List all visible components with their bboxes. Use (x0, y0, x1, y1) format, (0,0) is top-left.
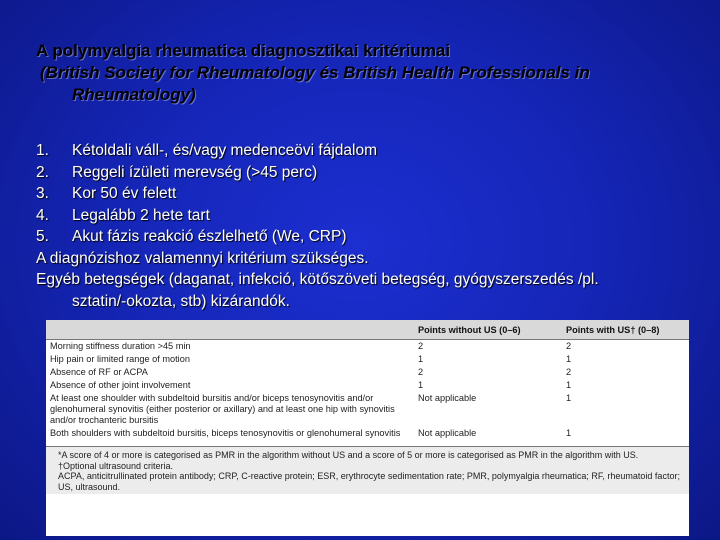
table-cell-criterion: Hip pain or limited range of motion (50, 354, 190, 364)
table-cell-without-us: 2 (418, 367, 424, 377)
table-row (46, 340, 689, 354)
table-row (46, 353, 689, 366)
title-line-2: (British Society for Rheumatology és British Health Professionals in (40, 63, 590, 82)
exclusion-note-line-2: sztatin/-okozta, stb) kizárandók. (72, 292, 290, 310)
table-cell-with-us: 1 (566, 354, 572, 364)
criteria-list (36, 140, 706, 312)
table-cell-criterion: Morning stiffness duration >45 min (46, 340, 414, 354)
table-cell-criterion: At least one shoulder with subdeltoid bursitis and/or biceps tenosynovitis and/or glenohumeral synovitis (either posterior or axillary) and at least one hip with synovitis and/or trochanteric bursitis (50, 393, 395, 425)
criterion-item (36, 162, 706, 184)
criterion-number: 5. (36, 228, 49, 245)
criterion-text: Kétoldali váll-, és/vagy medenceövi fájdalom (72, 142, 377, 159)
table-header-criterion (46, 320, 414, 340)
table-cell-without-us: 2 (414, 340, 562, 354)
table-cell-without-us: 1 (418, 354, 424, 364)
criterion-item (36, 205, 706, 227)
table-cell-with-us: 2 (562, 340, 689, 354)
table-cell-without-us: 1 (418, 380, 424, 390)
slide-title (36, 40, 696, 106)
criterion-number: 3. (36, 185, 49, 202)
criterion-number: 4. (36, 206, 49, 224)
table-footnotes (46, 446, 689, 494)
table-header-with-us: Points with US† (0–8) (562, 320, 689, 340)
criterion-number: 2. (36, 163, 49, 181)
table-row (46, 366, 689, 379)
criterion-item (36, 183, 706, 205)
criterion-text: Akut fázis reakció észlelhető (We, CRP) (72, 228, 347, 245)
footnote-abbreviations: ACPA, anticitrullinated protein antibody; CRP, C-reactive protein; ESR, erythrocyte sedimentation rate; PMR, polymyalgia rheumatica; RF, rheumatoid factor; US, ultrasound. (58, 471, 680, 492)
criterion-item (36, 140, 706, 162)
table-cell-with-us: 1 (566, 428, 572, 438)
criterion-number: 1. (36, 142, 49, 159)
criterion-text: Reggeli ízületi merevség (>45 perc) (72, 163, 318, 181)
table-cell-without-us: Not applicable (418, 393, 477, 403)
table-cell-with-us: 1 (566, 380, 572, 390)
diagnosis-note: A diagnózishoz valamennyi kritérium szükséges. (36, 249, 369, 267)
table-cell-criterion: Absence of other joint involvement (50, 380, 191, 390)
table-row (46, 392, 689, 427)
table-cell-criterion: Absence of RF or ACPA (50, 367, 148, 377)
table-cell-without-us: Not applicable (418, 428, 477, 438)
table-header-row (46, 320, 689, 340)
table-header-without-us: Points without US (0–6) (414, 320, 562, 340)
footnote-scoring: *A score of 4 or more is categorised as PMR in the algorithm without US and a score of 5 or more is categorised as PMR in the algorithm with US. (58, 450, 639, 460)
title-line-1: A polymyalgia rheumatica diagnosztikai kritériumai (36, 41, 451, 60)
criterion-item (36, 226, 706, 248)
criteria-table (46, 320, 689, 536)
table-row (46, 427, 689, 440)
criterion-text: Kor 50 év felett (72, 185, 177, 202)
table-cell-criterion: Both shoulders with subdeltoid bursitis, biceps tenosynovitis or glenohumeral synovitis (50, 428, 401, 438)
exclusion-note-line-1: Egyéb betegségek (daganat, infekció, kötőszöveti betegség, gyógyszerszedés /pl. (36, 271, 599, 288)
table-row (46, 379, 689, 392)
table-cell-with-us: 2 (566, 367, 572, 377)
exclusion-note (36, 269, 706, 312)
footnote-ultrasound: †Optional ultrasound criteria. (58, 460, 174, 471)
criterion-text: Legalább 2 hete tart (72, 206, 210, 224)
table-cell-with-us: 1 (566, 393, 572, 403)
title-line-3: Rheumatology) (72, 85, 196, 104)
